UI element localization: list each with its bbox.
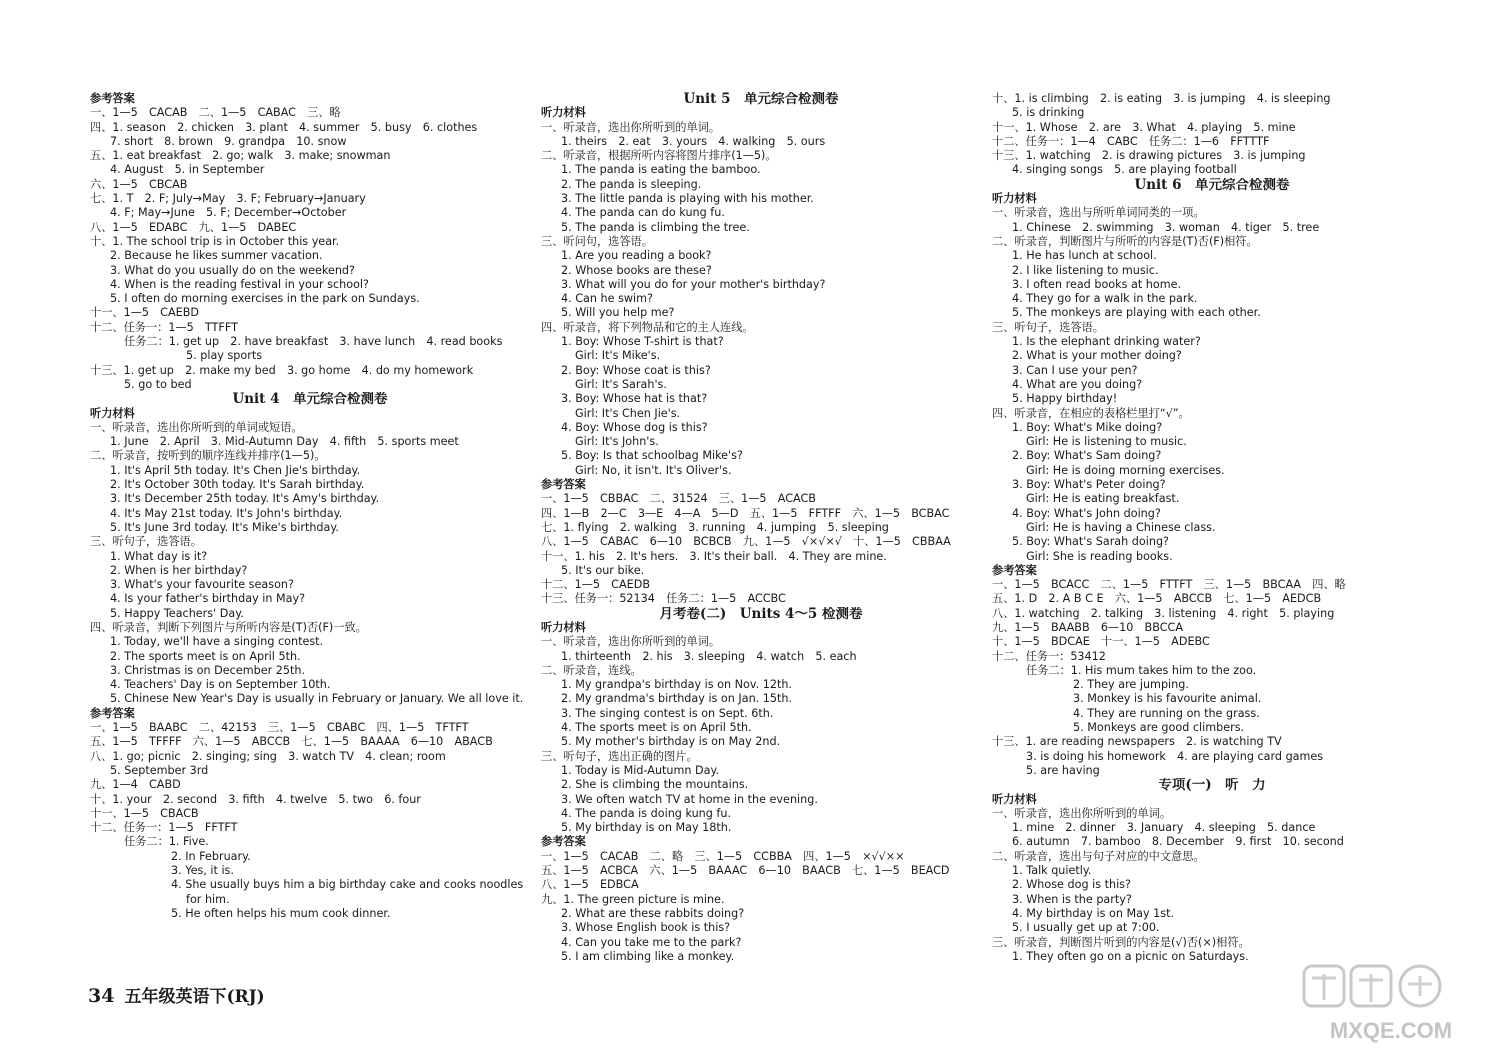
text-line: 3. It's December 25th today. It's Amy's birthday.: [110, 492, 380, 506]
text-line: 三、听句子，选出正确的图片。: [541, 749, 698, 763]
section-label: 参考答案: [90, 92, 135, 105]
text-line: 4. What are you doing?: [1012, 377, 1143, 391]
text-line: for him.: [186, 892, 230, 906]
text-line: Girl: No, it isn't. It's Oliver's.: [575, 463, 732, 477]
text-line: 三、听句子，选答语。: [992, 320, 1104, 334]
text-line: 十二、任务一：1—4 CABC 任务二：1—6 FFTTTF: [992, 134, 1270, 148]
text-line: 5. I usually get up at 7:00.: [1012, 921, 1160, 935]
text-line: 十二、任务一：1—5 TTFFT: [90, 320, 238, 334]
text-line: 三、听问句，选答语。: [541, 234, 653, 248]
text-line: 五、1. D 2. A B C E 六、1—5 ABCCB 七、1—5 AEDCB: [992, 592, 1322, 606]
section-label: 参考答案: [541, 835, 586, 849]
text-line: 十一、1. his 2. It's hers. 3. It's their ball. 4. They are mine.: [541, 549, 887, 563]
text-line: 3. The singing contest is on Sept. 6th.: [561, 706, 774, 720]
text-line: 3. We often watch TV at home in the evening.: [561, 792, 818, 806]
text-line: 三、听录音，判断图片听到的内容是(√)否(×)相符。: [992, 935, 1250, 949]
text-line: 1. theirs 2. eat 3. yours 4. walking 5. ours: [561, 134, 826, 148]
text-line: 四、听录音，判断下列图片与所听内容是(T)否(F)一致。: [90, 620, 367, 634]
text-line: 1. Chinese 2. swimming 3. woman 4. tiger 5. tree: [1012, 220, 1320, 234]
text-line: 七、1. flying 2. walking 3. running 4. jumping 5. sleeping: [541, 520, 889, 534]
page-number: 34: [88, 985, 115, 1007]
text-line: 二、听录音，判断图片与所听的内容是(T)否(F)相符。: [992, 234, 1258, 248]
text-line: 5. September 3rd: [110, 763, 209, 777]
text-line: 1. They often go on a picnic on Saturdays.: [1012, 949, 1249, 963]
text-line: 4. Can he swim?: [561, 292, 653, 306]
text-line: 十、1. The school trip is in October this year.: [90, 234, 340, 248]
text-line: 3. When is the party?: [1012, 892, 1132, 906]
text-line: 十一、1—5 CAEBD: [90, 306, 199, 320]
text-line: 十三、任务一：52134 任务二：1—5 ACCBC: [541, 592, 786, 606]
text-line: Girl: It's Mike's.: [575, 349, 661, 363]
section-heading: Unit 4 单元综合检测卷: [232, 392, 388, 407]
text-line: 3. Boy: Whose hat is that?: [561, 392, 708, 406]
section-heading: 月考卷(二) Units 4～5 检测卷: [659, 606, 863, 621]
text-line: 八、1—5 EDABC 九、1—5 DABEC: [90, 220, 297, 234]
text-line: 一、听录音，选出你所听到的单词。: [541, 635, 721, 649]
text-line: 3. What do you usually do on the weekend?: [110, 263, 355, 277]
answer-column-right: [992, 92, 1432, 964]
text-line: 3. is doing his homework 4. are playing card games: [1026, 749, 1324, 763]
text-line: 1. mine 2. dinner 3. January 4. sleeping 5. dance: [1012, 821, 1316, 835]
text-line: 5. The monkeys are playing with each other.: [1012, 306, 1261, 320]
text-line: 2. Whose dog is this?: [1012, 878, 1131, 892]
text-line: 四、1. season 2. chicken 3. plant 4. summer 5. busy 6. clothes: [90, 120, 478, 134]
text-line: 4. She usually buys him a big birthday cake and cooks noodles: [171, 878, 524, 892]
text-line: 4. Boy: What's John doing?: [1012, 506, 1161, 520]
text-line: Girl: He is doing morning exercises.: [1026, 463, 1225, 477]
text-line: 十三、1. are reading newspapers 2. is watching TV: [992, 735, 1282, 749]
text-line: 十、1—5 BDCAE 十一、1—5 ADEBC: [992, 635, 1210, 649]
text-line: 一、1—5 CBBAC 二、31524 三、1—5 ACACB: [541, 492, 816, 506]
text-line: 5. Happy birthday!: [1012, 392, 1118, 406]
text-line: 八、1. go; picnic 2. singing; sing 3. watch TV 4. clean; room: [90, 749, 446, 763]
text-line: 5. Monkeys are good climbers.: [1073, 721, 1245, 735]
text-line: 八、1. watching 2. talking 3. listening 4. right 5. playing: [992, 606, 1335, 620]
text-line: 九、1. The green picture is mine.: [541, 892, 725, 906]
text-line: 5. Chinese New Year's Day is usually in February or January. We all love it.: [110, 692, 524, 706]
text-line: 7. short 8. brown 9. grandpa 10. snow: [110, 134, 347, 148]
text-line: 十一、1. Whose 2. are 3. What 4. playing 5. mine: [992, 120, 1296, 134]
text-line: 1. Is the elephant drinking water?: [1012, 335, 1201, 349]
section-heading: 专项(一) 听 力: [1158, 778, 1266, 793]
text-line: 八、1—5 EDBCA: [541, 878, 639, 892]
text-line: Girl: He is listening to music.: [1026, 435, 1187, 449]
section-label: 听力材料: [541, 106, 586, 120]
text-line: 3. Yes, it is.: [171, 864, 234, 878]
text-line: 一、1—5 CACAB 二、略 三、1—5 CCBBA 四、1—5 ×√√××: [541, 849, 905, 863]
text-line: 4. F; May→June 5. F; December→October: [110, 206, 347, 220]
section-label: 参考答案: [992, 563, 1037, 577]
text-line: 5. Boy: Is that schoolbag Mike's?: [561, 449, 743, 463]
text-line: 3. What will you do for your mother's birthday?: [561, 277, 826, 291]
text-line: 2. What are these rabbits doing?: [561, 906, 745, 920]
text-line: 任务二：1. His mum takes him to the zoo.: [1026, 663, 1257, 677]
text-line: 2. Boy: Whose coat is this?: [561, 363, 711, 377]
text-line: 5. Happy Teachers' Day.: [110, 606, 244, 620]
text-line: Girl: He is having a Chinese class.: [1026, 520, 1216, 534]
section-label: 听力材料: [992, 192, 1037, 206]
text-line: 5. I often do morning exercises in the park on Sundays.: [110, 292, 420, 306]
text-line: 九、1—5 BAABB 6—10 BBCCA: [992, 620, 1183, 634]
text-line: 5. My mother's birthday is on May 2nd.: [561, 735, 781, 749]
text-line: 九、1—4 CABD: [90, 778, 181, 792]
text-line: 5. are having: [1026, 763, 1100, 777]
text-line: 5. My birthday is on May 18th.: [561, 821, 732, 835]
text-line: 五、1—5 ACBCA 六、1—5 BAAAC 6—10 BAACB 七、1—5 BEACD: [541, 864, 950, 878]
text-line: 十二、1—5 CAEDB: [541, 578, 650, 592]
text-line: 七、1. T 2. F; July→May 3. F; February→January: [90, 192, 366, 206]
text-line: 4. singing songs 5. are playing football: [1012, 163, 1237, 177]
section-label: 听力材料: [541, 620, 586, 634]
text-line: 5. play sports: [186, 349, 263, 363]
answer-column-middle: [541, 92, 981, 964]
text-line: 一、1—5 BCACC 二、1—5 FTTFT 三、1—5 BBCAA 四、略: [992, 578, 1346, 592]
text-line: 一、听录音，选出你所听到的单词。: [541, 120, 721, 134]
text-line: 5. Will you help me?: [561, 306, 675, 320]
section-label: 听力材料: [992, 792, 1037, 806]
text-line: 3. The little panda is playing with his mother.: [561, 192, 814, 206]
text-line: 4. They are running on the grass.: [1073, 706, 1260, 720]
text-line: 2. Boy: What's Sam doing?: [1012, 449, 1162, 463]
text-line: 4. When is the reading festival in your school?: [110, 277, 369, 291]
text-line: Girl: He is eating breakfast.: [1026, 492, 1180, 506]
text-line: 5. I am climbing like a monkey.: [561, 949, 735, 963]
text-line: 十、1. your 2. second 3. fifth 4. twelve 5. two 6. four: [90, 792, 421, 806]
page-footer: [88, 982, 265, 1007]
text-line: 5. He often helps his mum cook dinner.: [171, 906, 391, 920]
text-line: 一、听录音，选出你所听到的单词或短语。: [90, 420, 303, 434]
text-line: 2. Whose books are these?: [561, 263, 712, 277]
text-line: 三、听句子，选答语。: [90, 535, 202, 549]
text-line: Girl: She is reading books.: [1026, 549, 1173, 563]
text-line: 4. Boy: Whose dog is this?: [561, 420, 708, 434]
text-line: 2. My grandma's birthday is on Jan. 15th.: [561, 692, 793, 706]
section-label: 参考答案: [90, 706, 135, 720]
text-line: 3. Boy: What's Peter doing?: [1012, 478, 1166, 492]
text-line: 十二、任务一：1—5 FFTFT: [90, 821, 238, 835]
text-line: 1. Boy: Whose T-shirt is that?: [561, 335, 724, 349]
section-heading: Unit 5 单元综合检测卷: [683, 92, 839, 107]
text-line: 二、听录音，选出与句子对应的中文意思。: [992, 849, 1205, 863]
text-line: 6. autumn 7. bamboo 8. December 9. first 10. second: [1012, 835, 1344, 849]
text-line: Girl: It's Sarah's.: [575, 377, 667, 391]
text-line: 二、听录音，连线。: [541, 663, 642, 677]
text-line: 十三、1. get up 2. make my bed 3. go home 4. do my homework: [90, 363, 474, 377]
text-line: 1. It's April 5th today. It's Chen Jie's birthday.: [110, 463, 361, 477]
text-line: 1. Today is Mid-Autumn Day.: [561, 763, 720, 777]
text-line: 十三、1. watching 2. is drawing pictures 3. is jumping: [992, 149, 1306, 163]
text-line: 5. It's our bike.: [561, 563, 645, 577]
text-line: 1. June 2. April 3. Mid-Autumn Day 4. fifth 5. sports meet: [110, 435, 459, 449]
text-line: 4. They go for a walk in the park.: [1012, 292, 1198, 306]
watermark-text: MXQE.COM: [1329, 1018, 1453, 1043]
text-line: 3. Monkey is his favourite animal.: [1073, 692, 1262, 706]
text-line: 4. Is your father's birthday in May?: [110, 592, 306, 606]
text-line: 4. The panda is doing kung fu.: [561, 806, 732, 820]
text-line: 5. is drinking: [1012, 106, 1085, 120]
text-line: 十一、1—5 CBACB: [90, 806, 199, 820]
text-line: 1. Boy: What's Mike doing?: [1012, 420, 1163, 434]
answer-column-left: [90, 92, 530, 921]
text-line: 2. In February.: [171, 849, 251, 863]
text-line: 5. It's June 3rd today. It's Mike's birthday.: [110, 520, 339, 534]
text-line: 3. Christmas is on December 25th.: [110, 663, 306, 677]
text-line: 2. It's October 30th today. It's Sarah birthday.: [110, 478, 365, 492]
text-line: 2. When is her birthday?: [110, 563, 248, 577]
text-line: 一、1—5 BAABC 二、42153 三、1—5 CBABC 四、1—5 TFTFT: [90, 721, 469, 735]
text-line: 1. He has lunch at school.: [1012, 249, 1157, 263]
text-line: 四、听录音，在相应的表格栏里打“√”。: [992, 406, 1190, 420]
text-line: 4. It's May 21st today. It's John's birthday.: [110, 506, 343, 520]
text-line: 5. go to bed: [124, 377, 192, 391]
text-line: 2. Because he likes summer vacation.: [110, 249, 323, 263]
text-line: 五、1—5 TFFFF 六、1—5 ABCCB 七、1—5 BAAAA 6—10 ABACB: [90, 735, 493, 749]
text-line: 3. Can I use your pen?: [1012, 363, 1138, 377]
text-line: 四、1—B 2—C 3—E 4—A 5—D 五、1—5 FFTFF 六、1—5 BCBAC: [541, 506, 950, 520]
text-line: 2. The sports meet is on April 5th.: [110, 649, 301, 663]
text-line: 四、听录音，将下列物品和它的主人连线。: [541, 320, 754, 334]
section-label: 参考答案: [541, 478, 586, 492]
text-line: 十二、任务一：53412: [992, 649, 1106, 663]
text-line: 1. thirteenth 2. his 3. sleeping 4. watch 5. each: [561, 649, 857, 663]
text-line: 4. The sports meet is on April 5th.: [561, 721, 752, 735]
text-line: 5. The panda is climbing the tree.: [561, 220, 750, 234]
text-line: 十、1. is climbing 2. is eating 3. is jumping 4. is sleeping: [992, 92, 1331, 105]
text-line: 1. Are you reading a book?: [561, 249, 712, 263]
text-line: 二、听录音，按听到的顺序连线并排序(1—5)。: [90, 449, 326, 463]
text-line: 5. Boy: What's Sarah doing?: [1012, 535, 1169, 549]
text-line: 一、听录音，选出你所听到的单词。: [992, 806, 1172, 820]
text-line: 一、1—5 CACAB 二、1—5 CABAC 三、略: [90, 106, 341, 120]
text-line: 3. Whose English book is this?: [561, 921, 731, 935]
text-line: 4. Teachers' Day is on September 10th.: [110, 678, 331, 692]
text-line: 1. Talk quietly.: [1012, 864, 1092, 878]
text-line: 八、1—5 CABAC 6—10 BCBCB 九、1—5 √×√×√ 十、1—5 CBBAA: [541, 535, 951, 549]
text-line: Girl: It's Chen Jie's.: [575, 406, 681, 420]
text-line: 1. The panda is eating the bamboo.: [561, 163, 761, 177]
text-line: 4. The panda can do kung fu.: [561, 206, 725, 220]
text-line: 4. Can you take me to the park?: [561, 935, 742, 949]
text-line: 二、听录音，根据所听内容将图片排序(1—5)。: [541, 149, 777, 163]
text-line: 2. They are jumping.: [1073, 678, 1189, 692]
text-line: 2. I like listening to music.: [1012, 263, 1159, 277]
text-line: 2. What is your mother doing?: [1012, 349, 1182, 363]
text-line: 任务二：1. get up 2. have breakfast 3. have lunch 4. read books: [124, 335, 503, 349]
text-line: 3. What's your favourite season?: [110, 578, 294, 592]
text-line: 任务二：1. Five.: [124, 835, 209, 849]
text-line: 3. I often read books at home.: [1012, 277, 1182, 291]
text-line: 2. The panda is sleeping.: [561, 177, 702, 191]
text-line: 1. My grandpa's birthday is on Nov. 12th.: [561, 678, 792, 692]
text-line: 4. My birthday is on May 1st.: [1012, 906, 1175, 920]
section-heading: Unit 6 单元综合检测卷: [1134, 177, 1290, 193]
text-line: 六、1—5 CBCAB: [90, 177, 188, 191]
text-line: 4. August 5. in September: [110, 163, 265, 177]
text-line: 一、听录音，选出与所听单词同类的一项。: [992, 206, 1205, 220]
text-line: 1. Today, we'll have a singing contest.: [110, 635, 324, 649]
book-title: 五年级英语下(RJ): [124, 987, 265, 1007]
section-label: 听力材料: [90, 406, 135, 420]
watermark-logo-icon: [1296, 962, 1486, 1048]
text-line: 五、1. eat breakfast 2. go; walk 3. make; snowman: [90, 149, 391, 163]
text-line: 1. What day is it?: [110, 549, 208, 563]
text-line: Girl: It's John's.: [575, 435, 659, 449]
text-line: 2. She is climbing the mountains.: [561, 778, 749, 792]
